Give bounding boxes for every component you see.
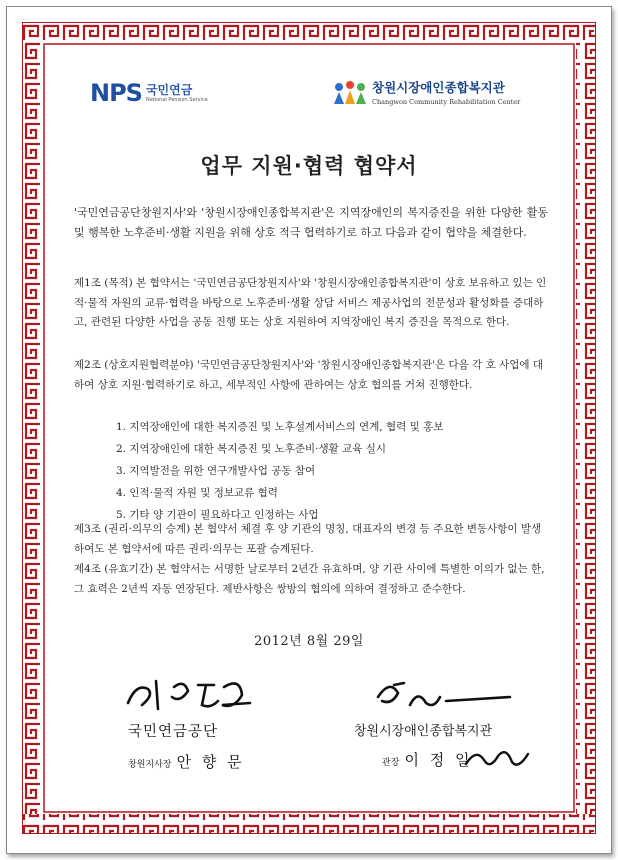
left-role: 창원지사장 <box>128 760 172 770</box>
agreement-date: 2012년 8월 29일 <box>254 634 364 649</box>
right-handwritten-signature <box>370 675 520 715</box>
right-name: 이 정 일 <box>404 751 473 769</box>
left-handwritten-signature <box>118 675 268 715</box>
article-2: 제2조 (상호지원협력분야) '국민연금공단창원지사'와 '창원시장애인종합복지관'은 다음 각 호 사업에 대하여 상호 지원·협력하기로 하고, 세부적인 사항에 관하여는 상호 협의를 거쳐 진행한다. <box>74 359 543 391</box>
support-items-list <box>116 416 536 526</box>
center-korean-name: 창원시장애인종합복지관 <box>372 80 505 95</box>
right-role: 관장 <box>382 758 400 768</box>
left-organization: 국민연금공단 <box>128 724 219 740</box>
nps-mark: NPS <box>90 79 142 107</box>
certificate-content <box>60 60 558 795</box>
article-3: 제3조 (권리·의무의 승계) 본 협약서 체결 후 양 기관의 명칭, 대표자의 변경 등 주요한 변동사항이 발생하여도 본 협약서에 따른 권리·의무는 포괄 승계된다. <box>74 523 542 555</box>
list-item: 3. 지역발전을 위한 연구개발사업 공동 참여 <box>116 465 316 477</box>
nps-english-name: National Pension Service <box>145 97 208 103</box>
list-item: 4. 인적·물적 자원 및 정보교류 협력 <box>116 487 278 499</box>
nps-korean-name: 국민연금 <box>145 83 193 97</box>
center-english-name: Changwon Community Rehabilitation Center <box>372 98 521 106</box>
document-title: 업무 지원·협력 협약서 <box>200 154 418 178</box>
article-4: 제4조 (유효기간) 본 협약서는 서명한 날로부터 2년간 유효하며, 양 기관 사이에 특별한 이의가 없는 한, 그 효력은 2년씩 자동 연장된다. 제반사항은 쌍방의 협의에 의하여 결정하고 준수한다. <box>74 563 545 595</box>
right-organization: 창원시장애인종합복지관 <box>354 724 493 739</box>
nps-logo <box>90 80 208 106</box>
list-item: 5. 기타 양 기관이 필요하다고 인정하는 사업 <box>116 509 319 521</box>
intro-paragraph: '국민연금공단창원지사'와 '창원시장애인종합복지관'은 지역장애인의 복지증진을 위한 다양한 활동 및 행복한 노후준비·생활 지원을 위해 상호 적극 협력하기로 하고 다음과 같이 협약을 체결한다. <box>74 206 548 239</box>
list-item: 2. 지역장애인에 대한 복지증진 및 노후준비·생활 교육 실시 <box>116 443 387 455</box>
left-name: 안 향 문 <box>176 753 245 771</box>
center-logo <box>332 80 520 106</box>
logo-row <box>60 80 558 120</box>
left-signatory <box>128 720 245 772</box>
article-1: 제1조 (목적) 본 협약서는 '국민연금공단창원지사'와 '창원시장애인종합복지관'이 상호 보유하고 있는 인적·물적 자원의 교류·협력을 바탕으로 노후준비·생활 상담 서비스 제공사업의 전문성과 활성화를 증대하고, 관련된 다양한 사업을 공동 진행 또는 상호 지원하여 지역장애인 복지 증진을 목적으로 한다. <box>74 277 547 329</box>
right-seal-signature <box>462 744 532 774</box>
list-item: 1. 지역장애인에 대한 복지증진 및 노후설계서비스의 연계, 협력 및 홍보 <box>116 421 444 433</box>
people-icon <box>332 80 368 106</box>
